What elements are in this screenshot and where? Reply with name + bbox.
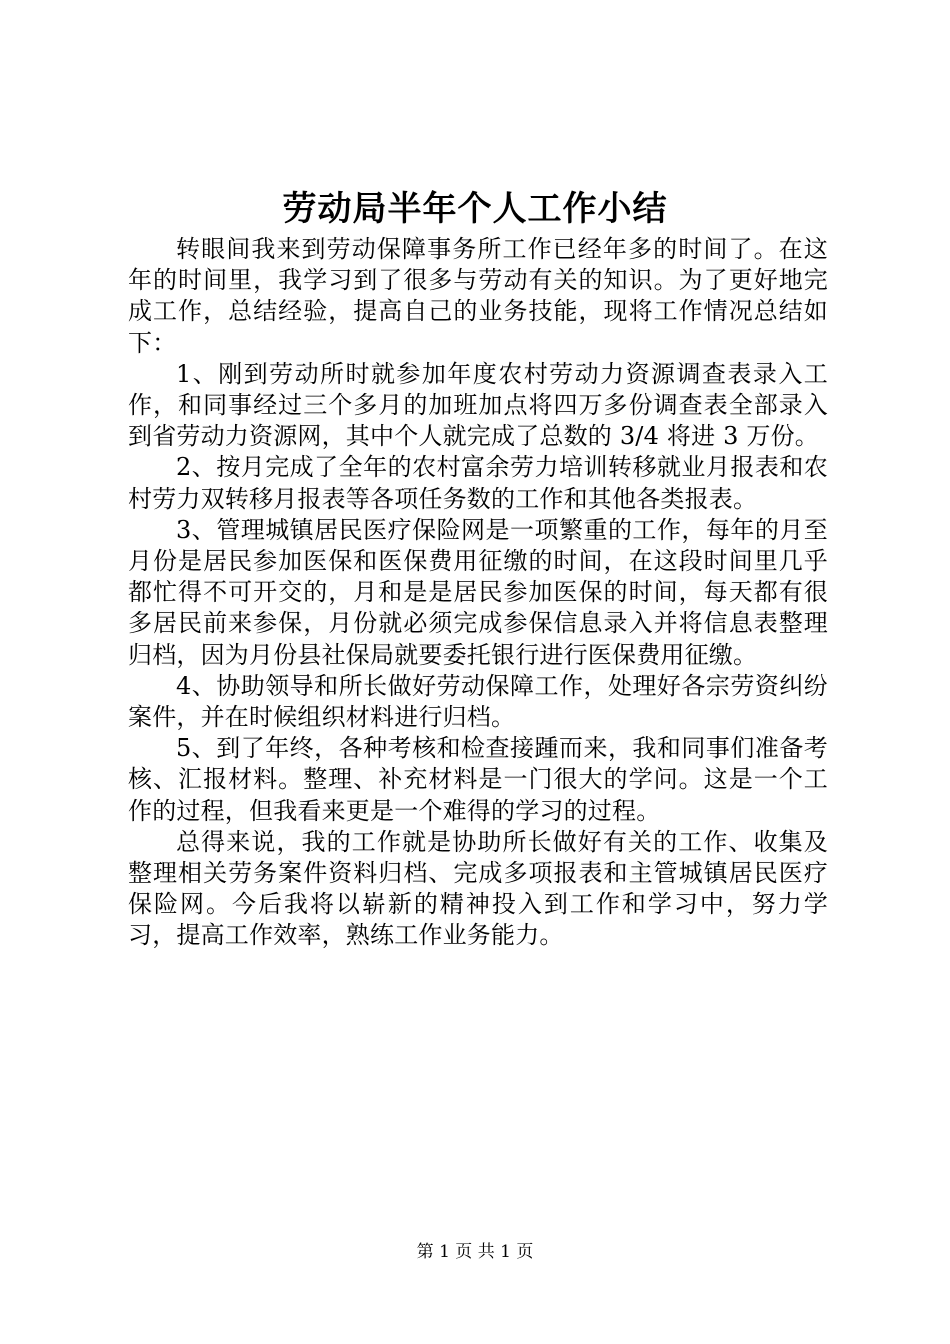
item-2-paragraph: 2、按月完成了全年的农村富余劳力培训转移就业月报表和农村劳力双转移月报表等各项任务数的工作和其他各类报表。 (128, 453, 828, 513)
page-footer: 第 1 页 共 1 页 (416, 1242, 534, 1262)
document-title: 劳动局半年个人工作小结 (282, 189, 668, 229)
intro-paragraph: 转眼间我来到劳动保障事务所工作已经年多的时间了。在这年的时间里，我学习到了很多与劳动有关的知识。为了更好地完成工作，总结经验，提高自己的业务技能，现将工作情况总结如下： (128, 235, 828, 357)
summary-paragraph: 总得来说，我的工作就是协助所长做好有关的工作、收集及整理相关劳务案件资料归档、完成多项报表和主管城镇居民医疗保险网。今后我将以崭新的精神投入到工作和学习中，努力学习，提高工作效率，熟练工作业务能力。 (128, 827, 828, 950)
item-4-paragraph: 4、协助领导和所长做好劳动保障工作，处理好各宗劳资纠纷案件，并在时候组织材料进行归档。 (128, 671, 828, 732)
item-1-paragraph: 1、刚到劳动所时就参加年度农村劳动力资源调查表录入工作，和同事经过三个多月的加班加点将四万多份调查表全部录入到省劳动力资源网，其中个人就完成了总数的 3/4 将进 3 万份。 (128, 359, 828, 451)
item-5-paragraph: 5、到了年终，各种考核和检查接踵而来，我和同事们准备考核、汇报材料。整理、补充材料是一门很大的学问。这是一个工作的过程，但我看来更是一个难得的学习的过程。 (128, 734, 828, 825)
document-body (128, 234, 828, 952)
item-3-paragraph: 3、管理城镇居民医疗保险网是一项繁重的工作，每年的月至月份是居民参加医保和医保费用征缴的时间，在这段时间里几乎都忙得不可开交的，月和是是居民参加医保的时间，每天都有很多居民前来参保，月份就必须完成参保信息录入并将信息表整理归档，因为月份县社保局就要委托银行进行医保费用征缴。 (128, 515, 828, 669)
